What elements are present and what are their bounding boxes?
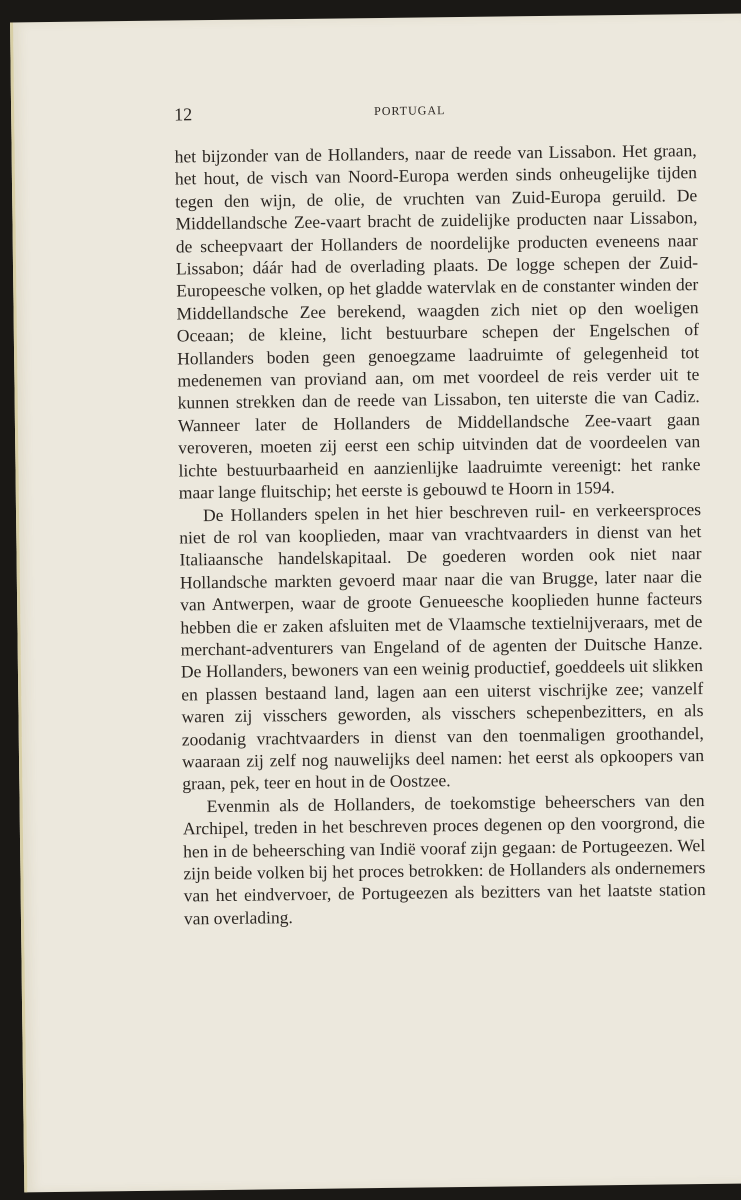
running-title: PORTUGAL [374, 103, 446, 119]
book-page [10, 14, 741, 1193]
paragraph-1: het bijzonder van de Hollanders, naar de reede van Lissabon. Het graan, het hout, de visch van Noord-Europa werden sinds onheugelijke tijden tegen den wijn, de olie, de vruchten van Zuid-Europa geruild. De Middellandsche Zee-vaart bracht de zuidelijke producten naar Lissabon, de scheepvaart der Hollanders de noordelijke producten eveneens naar Lissabon; dáár had de overlading plaats. De logge schepen der Zuid-Europeesche volken, op het gladde watervlak en de constanter winden der Middellandsche Zee berekend, waagden zich niet op den woeligen Oceaan; de kleine, licht bestuurbare schepen der Engelschen of Hollanders boden geen genoegzame laadruimte of gelegenheid tot medenemen van proviand aan, om met voordeel de reis verder uit te kunnen strekken dan de reede van Lissabon, ten uiterste die van Cadiz. Wanneer later de Hollanders de Middellandsche Zee-vaart gaan veroveren, moeten zij eerst een schip uitvinden dat de voordeelen van lichte bestuurbaarheid en aanzienlijke laadruimte vereenigt: het ranke maar lange fluitschip; het eerste is gebouwd te Hoorn in 1594. [174, 140, 701, 503]
body-text [175, 139, 707, 930]
paragraph-2: De Hollanders spelen in het hier beschreven ruil- en verkeersproces niet de rol van kooplieden, maar van vrachtvaarders in dienst van het Italiaansche handelskapitaal. De goederen worden ook niet naar Hollandsche markten gevoerd maar naar die van Brugge, later naar die van Antwerpen, waar de groote Genueesche kooplieden hunne facteurs hebben die er zaken afsluiten met de Vlaamsche textielnijveraars, met de merchant-adventurers van Engeland of de agenten der Duitsche Hanze. De Hollanders, bewoners van een weinig productief, goeddeels uit slikken en plassen bestaand land, lagen aan een uiterst vischrijke zee; vanzelf waren zij visschers geworden, als visschers schepenbezitters, en als zoodanig vrachtvaarders in dienst van den toenmaligen groothandel, waaraan zij zelf nog nauwelijks deel namen: het eerst als opkoopers van graan, pek, teer en hout in de Oostzee. [179, 498, 705, 794]
running-head [174, 98, 694, 128]
paragraph-3: Evenmin als de Hollanders, de toekomstige beheerschers van den Archipel, treden in het beschreven proces degenen op den voorgrond, die hen in de beheersching van Indië vooraf zijn gegaan: de Portugeezen. Wel zijn beide volken bij het proces betrokken: de Hollanders als ondernemers van het eindvervoer, de Portugeezen als bezitters van het laatste station van overlading. [182, 789, 706, 929]
page-number: 12 [174, 104, 193, 125]
